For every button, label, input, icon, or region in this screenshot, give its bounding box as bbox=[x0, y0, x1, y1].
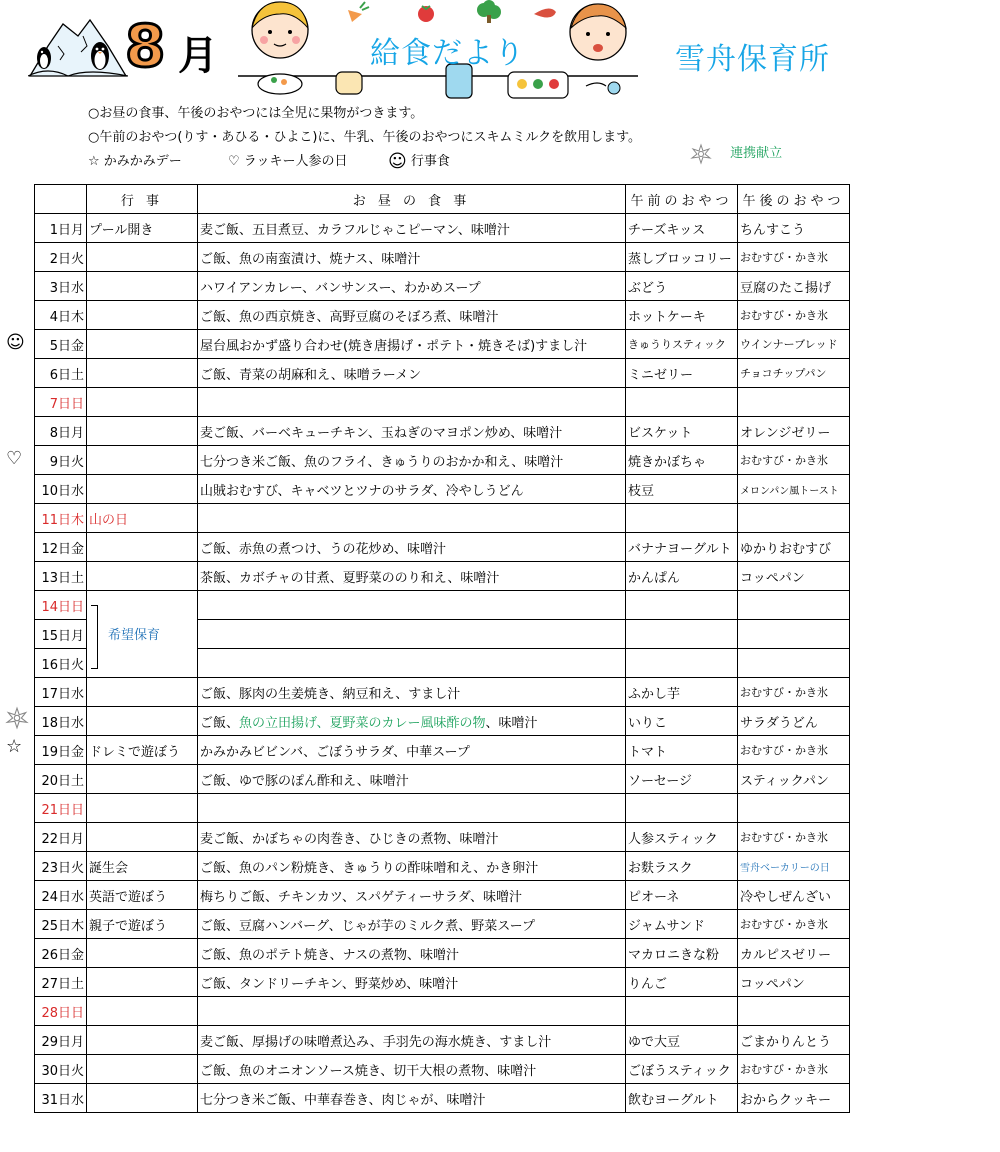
lunch-cell: ご飯、豚肉の生姜焼き、納豆和え、すまし汁 bbox=[198, 678, 626, 707]
event-cell bbox=[87, 1055, 198, 1084]
pm-snack-cell bbox=[738, 388, 850, 417]
pm-snack-cell: コッペパン bbox=[738, 968, 850, 997]
pm-snack-cell: おむすび・かき氷 bbox=[738, 823, 850, 852]
event-cell: ドレミで遊ぼう bbox=[87, 736, 198, 765]
pm-snack-cell bbox=[738, 504, 850, 533]
day-cell: 30日火 bbox=[35, 1055, 87, 1084]
day-cell: 16日火 bbox=[35, 649, 87, 678]
event-cell bbox=[87, 823, 198, 852]
pm-snack-cell: コッペパン bbox=[738, 562, 850, 591]
table-row bbox=[35, 214, 850, 243]
lunch-cell bbox=[198, 997, 626, 1026]
lunch-cell bbox=[198, 388, 626, 417]
legend-kamikami: ☆ かみかみデー bbox=[88, 154, 182, 169]
lunch-cell: 七分つき米ご飯、魚のフライ、きゅうりのおかか和え、味噌汁 bbox=[198, 446, 626, 475]
lunch-cell: 麦ご飯、かぼちゃの肉巻き、ひじきの煮物、味噌汁 bbox=[198, 823, 626, 852]
lunch-cell: ご飯、豆腐ハンバーグ、じゃが芋のミルク煮、野菜スープ bbox=[198, 910, 626, 939]
event-cell: 山の日 bbox=[87, 504, 198, 533]
day-cell: 28日日 bbox=[35, 997, 87, 1026]
day-cell: 23日火 bbox=[35, 852, 87, 881]
am-snack-cell: 飲むヨーグルト bbox=[626, 1084, 738, 1113]
am-snack-cell: 人参スティック bbox=[626, 823, 738, 852]
pm-snack-cell: サラダうどん bbox=[738, 707, 850, 736]
pm-snack-cell: おむすび・かき氷 bbox=[738, 1055, 850, 1084]
collab-lunch-text: 魚の立田揚げ、夏野菜のカレー風味酢の物 bbox=[239, 715, 486, 731]
pm-snack-cell: 豆腐のたこ揚げ bbox=[738, 272, 850, 301]
day-cell: 27日土 bbox=[35, 968, 87, 997]
am-snack-cell: 蒸しブロッコリー bbox=[626, 243, 738, 272]
lunch-cell: ご飯、魚のオニオンソース焼き、切干大根の煮物、味噌汁 bbox=[198, 1055, 626, 1084]
day-cell: 11日木 bbox=[35, 504, 87, 533]
day-cell: 1日月 bbox=[35, 214, 87, 243]
event-cell bbox=[87, 388, 198, 417]
table-row bbox=[35, 678, 850, 707]
table-row bbox=[35, 910, 850, 939]
table-row bbox=[35, 968, 850, 997]
table-row bbox=[35, 881, 850, 910]
event-cell bbox=[87, 330, 198, 359]
lunch-cell: ご飯、魚の西京焼き、高野豆腐のそぼろ煮、味噌汁 bbox=[198, 301, 626, 330]
smiley-icon: ☺ bbox=[6, 332, 25, 353]
pm-snack-cell: おむすび・かき氷 bbox=[738, 446, 850, 475]
event-cell bbox=[87, 301, 198, 330]
pm-snack-cell bbox=[738, 591, 850, 620]
am-snack-cell: ジャムサンド bbox=[626, 910, 738, 939]
lunch-cell bbox=[198, 707, 626, 736]
pm-snack-cell: ごまかりんとう bbox=[738, 1026, 850, 1055]
lunch-cell: 山賊おむすび、キャベツとツナのサラダ、冷やしうどん bbox=[198, 475, 626, 504]
table-row bbox=[35, 591, 850, 620]
event-cell bbox=[87, 475, 198, 504]
event-cell bbox=[87, 243, 198, 272]
am-snack-cell: ぶどう bbox=[626, 272, 738, 301]
am-snack-cell: ホットケーキ bbox=[626, 301, 738, 330]
lunch-cell: 麦ご飯、厚揚げの味噌煮込み、手羽先の海水焼き、すまし汁 bbox=[198, 1026, 626, 1055]
table-row bbox=[35, 939, 850, 968]
table-row bbox=[35, 446, 850, 475]
table-row bbox=[35, 736, 850, 765]
table-row bbox=[35, 359, 850, 388]
day-cell: 25日木 bbox=[35, 910, 87, 939]
am-snack-cell: きゅうりスティック bbox=[626, 330, 738, 359]
month-number: 8 bbox=[125, 12, 166, 80]
table-row bbox=[35, 765, 850, 794]
pm-snack-cell: カルピスゼリー bbox=[738, 939, 850, 968]
note-milk: ○午前のおやつ(りす・あひる・ひよこ)に、牛乳、午後のおやつにスキムミルクを飲用します。 bbox=[88, 130, 642, 145]
lunch-cell: ハワイアンカレー、バンサンスー、わかめスープ bbox=[198, 272, 626, 301]
table-header-row bbox=[35, 185, 850, 214]
lunch-cell: 梅ちりご飯、チキンカツ、スパゲティーサラダ、味噌汁 bbox=[198, 881, 626, 910]
event-cell bbox=[87, 359, 198, 388]
day-cell: 5日金 bbox=[35, 330, 87, 359]
event-cell bbox=[87, 707, 198, 736]
day-cell: 9日火 bbox=[35, 446, 87, 475]
day-cell: 14日日 bbox=[35, 591, 87, 620]
day-cell: 10日水 bbox=[35, 475, 87, 504]
table-row bbox=[35, 1026, 850, 1055]
star-icon: ☆ bbox=[6, 736, 23, 757]
header-day bbox=[35, 185, 87, 214]
am-snack-cell: いりこ bbox=[626, 707, 738, 736]
table-row bbox=[35, 649, 850, 678]
am-snack-cell: ピオーネ bbox=[626, 881, 738, 910]
event-cell bbox=[87, 968, 198, 997]
event-cell bbox=[87, 417, 198, 446]
header-lunch: お 昼 の 食 事 bbox=[198, 185, 626, 214]
event-cell bbox=[87, 272, 198, 301]
pm-snack-cell bbox=[738, 794, 850, 823]
table-row bbox=[35, 475, 850, 504]
event-cell bbox=[87, 649, 198, 678]
table-row bbox=[35, 707, 850, 736]
pm-snack-cell bbox=[738, 649, 850, 678]
lunch-cell: ご飯、青菜の胡麻和え、味噌ラーメン bbox=[198, 359, 626, 388]
event-cell bbox=[87, 939, 198, 968]
pm-snack-cell: チョコチップパン bbox=[738, 359, 850, 388]
am-snack-cell: ミニゼリー bbox=[626, 359, 738, 388]
legend-event-label: 行事食 bbox=[410, 154, 450, 169]
table-row bbox=[35, 330, 850, 359]
am-snack-cell: ビスケット bbox=[626, 417, 738, 446]
day-cell: 21日日 bbox=[35, 794, 87, 823]
am-snack-cell: お麩ラスク bbox=[626, 852, 738, 881]
pm-snack-cell: オレンジゼリー bbox=[738, 417, 850, 446]
heart-icon: ♡ bbox=[6, 448, 23, 469]
day-cell: 31日水 bbox=[35, 1084, 87, 1113]
table-row bbox=[35, 562, 850, 591]
pm-snack-cell: おむすび・かき氷 bbox=[738, 678, 850, 707]
collab-label: 連携献立 bbox=[730, 146, 783, 161]
legend-lucky-carrot: ♡ ラッキー人参の日 bbox=[228, 154, 348, 169]
lunch-cell: ご飯、タンドリーチキン、野菜炒め、味噌汁 bbox=[198, 968, 626, 997]
newsletter-header bbox=[0, 0, 1000, 110]
event-cell: 英語で遊ぼう bbox=[87, 881, 198, 910]
am-snack-cell: ごぼうスティック bbox=[626, 1055, 738, 1084]
lunch-cell: 茶飯、カボチャの甘煮、夏野菜ののり和え、味噌汁 bbox=[198, 562, 626, 591]
am-snack-cell bbox=[626, 504, 738, 533]
table-row bbox=[35, 272, 850, 301]
legend-event-food bbox=[388, 150, 450, 174]
event-cell bbox=[87, 678, 198, 707]
am-snack-cell: マカロニきな粉 bbox=[626, 939, 738, 968]
am-snack-cell bbox=[626, 649, 738, 678]
pm-snack-cell: おむすび・かき氷 bbox=[738, 736, 850, 765]
day-cell: 6日土 bbox=[35, 359, 87, 388]
header-am-snack: 午前のおやつ bbox=[626, 185, 738, 214]
event-cell bbox=[87, 446, 198, 475]
table-row bbox=[35, 417, 850, 446]
am-snack-cell: ソーセージ bbox=[626, 765, 738, 794]
month-label: 月 bbox=[178, 33, 218, 79]
day-cell: 8日月 bbox=[35, 417, 87, 446]
legend bbox=[88, 150, 641, 174]
header-pm-snack: 午後のおやつ bbox=[738, 185, 850, 214]
pm-snack-cell bbox=[738, 620, 850, 649]
pm-snack-cell: おむすび・かき氷 bbox=[738, 243, 850, 272]
event-cell bbox=[87, 591, 198, 620]
table-row bbox=[35, 301, 850, 330]
lunch-cell: 屋台風おかず盛り合わせ(焼き唐揚げ・ポテト・焼きそば)すまし汁 bbox=[198, 330, 626, 359]
lunch-cell: ご飯、ゆで豚のぽん酢和え、味噌汁 bbox=[198, 765, 626, 794]
lunch-cell: ご飯、赤魚の煮つけ、うの花炒め、味噌汁 bbox=[198, 533, 626, 562]
note-fruit: ○お昼の食事、午後のおやつには全児に果物がつきます。 bbox=[88, 106, 424, 121]
day-cell: 20日土 bbox=[35, 765, 87, 794]
collab-menu-icon bbox=[4, 706, 30, 730]
table-row bbox=[35, 243, 850, 272]
day-cell: 26日金 bbox=[35, 939, 87, 968]
event-cell bbox=[87, 1026, 198, 1055]
pm-snack-cell: 冷やしぜんざい bbox=[738, 881, 850, 910]
collab-menu-icon bbox=[690, 143, 712, 165]
lunch-cell: 麦ご飯、五目煮豆、カラフルじゃこピーマン、味噌汁 bbox=[198, 214, 626, 243]
am-snack-cell bbox=[626, 620, 738, 649]
lunch-cell: かみかみビビンバ、ごぼうサラダ、中華スープ bbox=[198, 736, 626, 765]
lunch-cell: 七分つき米ご飯、中華春巻き、肉じゃが、味噌汁 bbox=[198, 1084, 626, 1113]
event-cell bbox=[87, 997, 198, 1026]
event-cell: プール開き bbox=[87, 214, 198, 243]
day-cell: 3日水 bbox=[35, 272, 87, 301]
table-row bbox=[35, 504, 850, 533]
table-row bbox=[35, 823, 850, 852]
event-cell: 誕生会 bbox=[87, 852, 198, 881]
am-snack-cell: ふかし芋 bbox=[626, 678, 738, 707]
lunch-cell: ご飯、魚の南蛮漬け、焼ナス、味噌汁 bbox=[198, 243, 626, 272]
table-row bbox=[35, 1055, 850, 1084]
day-cell: 24日水 bbox=[35, 881, 87, 910]
event-cell bbox=[87, 1084, 198, 1113]
day-cell: 19日金 bbox=[35, 736, 87, 765]
am-snack-cell: りんご bbox=[626, 968, 738, 997]
pm-snack-cell: スティックパン bbox=[738, 765, 850, 794]
hope-care-bracket bbox=[91, 605, 98, 669]
day-cell: 2日火 bbox=[35, 243, 87, 272]
day-cell: 18日水 bbox=[35, 707, 87, 736]
hope-care-label: 希望保育 bbox=[108, 628, 161, 643]
pm-snack-cell bbox=[738, 997, 850, 1026]
am-snack-cell: 焼きかぼちゃ bbox=[626, 446, 738, 475]
am-snack-cell bbox=[626, 591, 738, 620]
table-row bbox=[35, 533, 850, 562]
am-snack-cell: チーズキッス bbox=[626, 214, 738, 243]
lunch-text: ご飯、 bbox=[200, 715, 240, 731]
table-row bbox=[35, 997, 850, 1026]
school-name: 雪舟保育所 bbox=[675, 42, 830, 77]
event-cell bbox=[87, 794, 198, 823]
event-cell: 親子で遊ぼう bbox=[87, 910, 198, 939]
table-row bbox=[35, 388, 850, 417]
penguin-illustration bbox=[28, 16, 128, 78]
legend-collab bbox=[690, 142, 782, 165]
lunch-cell bbox=[198, 620, 626, 649]
lunch-cell bbox=[198, 794, 626, 823]
header-event: 行 事 bbox=[87, 185, 198, 214]
lunch-text: 、味噌汁 bbox=[485, 715, 538, 731]
newsletter-title: 給食だより bbox=[370, 36, 525, 71]
am-snack-cell: ゆで大豆 bbox=[626, 1026, 738, 1055]
day-cell: 4日木 bbox=[35, 301, 87, 330]
pm-snack-cell: おむすび・かき氷 bbox=[738, 910, 850, 939]
day-cell: 22日月 bbox=[35, 823, 87, 852]
day-cell: 12日金 bbox=[35, 533, 87, 562]
pm-snack-cell: 雪舟ベーカリーの日 bbox=[738, 852, 850, 881]
day-cell: 17日水 bbox=[35, 678, 87, 707]
table-row bbox=[35, 852, 850, 881]
am-snack-cell: かんぱん bbox=[626, 562, 738, 591]
event-cell bbox=[87, 533, 198, 562]
event-cell bbox=[87, 765, 198, 794]
table-row bbox=[35, 1084, 850, 1113]
am-snack-cell: トマト bbox=[626, 736, 738, 765]
lunch-cell: ご飯、魚のポテト焼き、ナスの煮物、味噌汁 bbox=[198, 939, 626, 968]
pm-snack-cell: ゆかりおむすび bbox=[738, 533, 850, 562]
pm-snack-cell: メロンパン風トースト bbox=[738, 475, 850, 504]
am-snack-cell bbox=[626, 794, 738, 823]
lunch-cell bbox=[198, 591, 626, 620]
am-snack-cell: バナナヨーグルト bbox=[626, 533, 738, 562]
am-snack-cell bbox=[626, 388, 738, 417]
smiley-icon: ☺ bbox=[388, 151, 407, 172]
day-cell: 13日土 bbox=[35, 562, 87, 591]
am-snack-cell: 枝豆 bbox=[626, 475, 738, 504]
table-row bbox=[35, 794, 850, 823]
lunch-cell: ご飯、魚のパン粉焼き、きゅうりの酢味噌和え、かき卵汁 bbox=[198, 852, 626, 881]
lunch-cell bbox=[198, 504, 626, 533]
pm-snack-cell: ウインナーブレッド bbox=[738, 330, 850, 359]
day-cell: 29日月 bbox=[35, 1026, 87, 1055]
lunch-cell bbox=[198, 649, 626, 678]
lunch-cell: 麦ご飯、バーベキューチキン、玉ねぎのマヨポン炒め、味噌汁 bbox=[198, 417, 626, 446]
pm-snack-cell: おからクッキー bbox=[738, 1084, 850, 1113]
pm-snack-cell: おむすび・かき氷 bbox=[738, 301, 850, 330]
pm-snack-cell: ちんすこう bbox=[738, 214, 850, 243]
day-cell: 7日日 bbox=[35, 388, 87, 417]
day-cell: 15日月 bbox=[35, 620, 87, 649]
notes bbox=[88, 102, 641, 174]
monthly-menu-table bbox=[34, 184, 850, 1113]
event-cell bbox=[87, 562, 198, 591]
am-snack-cell bbox=[626, 997, 738, 1026]
